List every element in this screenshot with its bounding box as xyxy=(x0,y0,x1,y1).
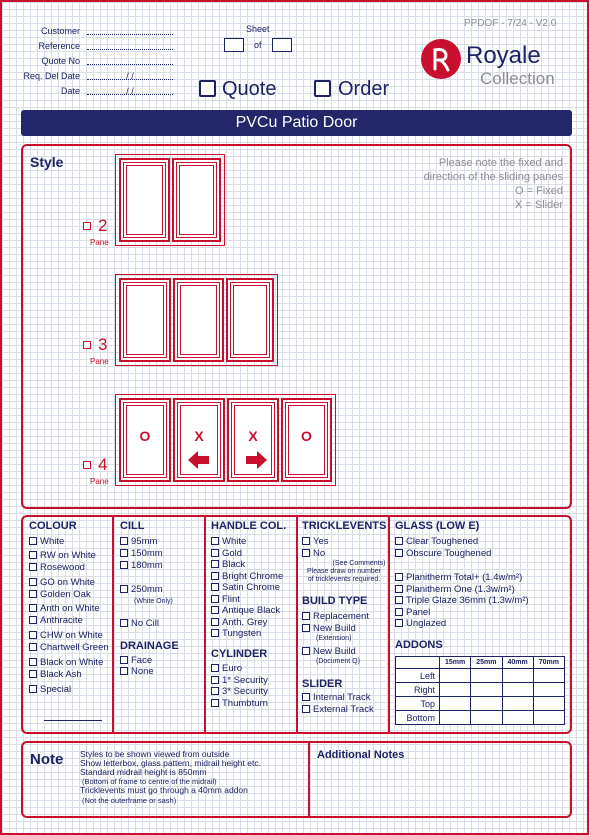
checkbox[interactable] xyxy=(395,608,403,616)
checkbox[interactable] xyxy=(29,670,37,678)
addons-cell[interactable] xyxy=(440,697,471,711)
glass-option-label: Obscure Toughened xyxy=(406,548,492,559)
colour-option-label: Black on White xyxy=(40,657,104,668)
colour-option-label: Golden Oak xyxy=(40,589,91,600)
checkbox[interactable] xyxy=(211,595,219,603)
addons-row xyxy=(396,669,565,683)
glass-option[interactable] xyxy=(395,536,478,547)
header-field-input[interactable]: / / xyxy=(87,71,173,80)
pane[interactable] xyxy=(119,278,171,362)
drainage-option-label: None xyxy=(131,666,154,677)
addons-cell[interactable] xyxy=(440,711,471,725)
handle-option[interactable] xyxy=(211,571,283,582)
build-type-option[interactable] xyxy=(302,611,369,622)
addons-column-header: 25mm xyxy=(471,657,502,669)
checkbox[interactable] xyxy=(211,537,219,545)
handle-option-label: Flint xyxy=(222,593,240,605)
page-title: PVCu Patio Door xyxy=(21,110,572,136)
checkbox[interactable] xyxy=(302,549,310,557)
addons-row-label: Top xyxy=(396,697,440,711)
handle-option[interactable] xyxy=(211,617,267,628)
glass-option-label: Clear Toughened xyxy=(406,536,479,547)
addons-corner-cell xyxy=(396,657,440,669)
option-3-pane-checkbox[interactable] xyxy=(83,341,91,349)
brand-subname: Collection xyxy=(480,69,555,88)
colour-option-label: Anth on White xyxy=(40,603,100,614)
note-line: (Bottom of frame to centre of the midrail) xyxy=(82,777,217,786)
slider-option[interactable] xyxy=(302,692,371,703)
cill-option[interactable] xyxy=(120,536,157,547)
checkbox[interactable] xyxy=(120,561,128,569)
cylinder-option-label: Euro xyxy=(222,663,243,674)
checkbox[interactable] xyxy=(29,590,37,598)
pane[interactable] xyxy=(172,158,221,242)
glass-option[interactable] xyxy=(395,595,529,606)
handle-option[interactable] xyxy=(211,628,261,639)
cill-option-label: 250mm xyxy=(131,584,163,595)
note-line: Show letterbox, glass pattern, midrail height etc. xyxy=(80,758,261,768)
pane[interactable] xyxy=(173,278,224,362)
addons-cell[interactable] xyxy=(533,711,564,725)
addons-header-row xyxy=(396,657,565,669)
checkbox[interactable] xyxy=(302,624,310,632)
build-type-option-label: New Build xyxy=(313,646,356,657)
colour-option-label: RW on White xyxy=(40,550,96,561)
special-colour-line[interactable] xyxy=(44,720,102,721)
colour-option-label: Black Ash xyxy=(40,669,82,680)
addons-cell[interactable] xyxy=(471,683,502,697)
header-field-label: Req. Del Date xyxy=(23,71,80,81)
header-field-input[interactable] xyxy=(87,56,173,65)
option-sub: Pane xyxy=(90,357,109,366)
handle-heading: HANDLE COL. xyxy=(211,520,287,532)
handle-option-label: Antique Black xyxy=(222,605,281,616)
checkbox[interactable] xyxy=(29,616,37,624)
handle-option[interactable] xyxy=(211,559,245,570)
tricklevents-option[interactable] xyxy=(302,548,325,559)
addons-cell[interactable] xyxy=(502,697,533,711)
cill-option[interactable] xyxy=(120,560,163,571)
checkbox[interactable] xyxy=(302,705,310,713)
checkbox[interactable] xyxy=(211,549,219,557)
option-sub: Pane xyxy=(90,477,109,486)
handle-option-label: Tungsten xyxy=(222,628,262,639)
note-line: Standard midrail height is 850mm xyxy=(80,767,207,777)
header-field-label: Customer xyxy=(40,26,80,36)
note-line: of tricklevents required. xyxy=(307,576,381,583)
sheet-total-box[interactable] xyxy=(272,38,292,52)
addons-cell[interactable] xyxy=(440,683,471,697)
option-2-pane-checkbox[interactable] xyxy=(83,222,91,230)
checkbox[interactable] xyxy=(302,693,310,701)
option-number: 2 xyxy=(98,216,108,235)
style-note xyxy=(362,156,563,212)
arrow-left-icon xyxy=(188,451,210,469)
style-heading: Style xyxy=(30,154,64,170)
addons-column-header: 70mm xyxy=(533,657,564,669)
handle-option[interactable] xyxy=(211,548,242,559)
note-line: Styles to be shown viewed from outside xyxy=(80,749,230,759)
build-type-option[interactable] xyxy=(302,646,356,657)
option-4-pane-checkbox[interactable] xyxy=(83,461,91,469)
style-note-line: Please note the fixed and xyxy=(438,157,563,169)
checkbox[interactable] xyxy=(29,643,37,651)
build-type-heading: BUILD TYPE xyxy=(302,595,368,607)
addons-row xyxy=(396,711,565,725)
cylinder-option-label: 3* Security xyxy=(222,686,268,697)
style-note-line: X = Slider xyxy=(515,199,563,211)
checkbox[interactable] xyxy=(395,596,403,604)
slider-option-label: External Track xyxy=(313,704,374,715)
build-type-option-sub: (Document Q) xyxy=(316,658,360,665)
colour-option[interactable] xyxy=(29,577,95,588)
checkbox[interactable] xyxy=(395,573,403,581)
glass-heading: GLASS (LOW E) xyxy=(395,520,480,532)
handle-option-label: Black xyxy=(222,559,246,570)
drainage-heading: DRAINAGE xyxy=(120,640,179,652)
header-field-input[interactable]: / / xyxy=(87,86,173,95)
divider xyxy=(388,516,390,733)
cylinder-heading: CYLINDER xyxy=(211,648,268,660)
handle-option-label: Anth. Grey xyxy=(222,616,268,628)
colour-option[interactable] xyxy=(29,589,91,600)
checkbox[interactable] xyxy=(29,631,37,639)
glass-option-label: Planitherm One (1.3w/m²) xyxy=(406,583,515,595)
addons-row xyxy=(396,683,565,697)
header-field-input[interactable] xyxy=(87,41,173,50)
addons-row-label: Left xyxy=(396,669,440,683)
build-type-option-label: Replacement xyxy=(313,611,369,622)
checkbox[interactable] xyxy=(211,687,219,695)
glass-option-label: Panel xyxy=(406,606,431,618)
colour-heading: COLOUR xyxy=(29,520,77,532)
tricklevents-option[interactable] xyxy=(302,536,329,547)
header-field-label: Reference xyxy=(38,41,80,51)
colour-option-label: White xyxy=(40,536,65,547)
glass-option[interactable] xyxy=(395,618,446,629)
divider xyxy=(296,516,298,733)
colour-option[interactable] xyxy=(29,630,103,641)
pane-mark-slider: X xyxy=(194,428,204,444)
checkbox[interactable] xyxy=(211,572,219,580)
glass-option[interactable] xyxy=(395,607,430,618)
colour-option[interactable] xyxy=(29,562,85,573)
checkbox[interactable] xyxy=(120,619,128,627)
note-heading: Note xyxy=(30,751,64,768)
glass-option-label: Unglazed xyxy=(406,618,447,629)
sheet-label: Sheet xyxy=(246,24,270,34)
arrow-right-icon xyxy=(245,451,267,469)
of-label: of xyxy=(254,40,262,50)
addons-cell[interactable] xyxy=(440,669,471,683)
glass-option[interactable] xyxy=(395,548,491,559)
checkbox[interactable] xyxy=(395,619,403,627)
checkbox[interactable] xyxy=(211,618,219,626)
build-type-option[interactable] xyxy=(302,623,356,634)
drainage-option[interactable] xyxy=(120,666,154,677)
build-type-option-sub: (Extension) xyxy=(316,635,352,642)
glass-option[interactable] xyxy=(395,572,522,583)
checkbox[interactable] xyxy=(29,658,37,666)
addons-cell[interactable] xyxy=(471,669,502,683)
cill-heading: CILL xyxy=(120,520,145,532)
tricklevents-option-label: No xyxy=(313,548,326,559)
header-field-label: Quote No xyxy=(41,56,80,66)
glass-option[interactable] xyxy=(395,584,515,595)
checkbox[interactable] xyxy=(120,656,128,664)
colour-option[interactable] xyxy=(29,642,109,653)
colour-option[interactable] xyxy=(29,669,82,680)
additional-notes-heading: Additional Notes xyxy=(317,749,405,761)
order-label: Order xyxy=(338,78,390,100)
cill-option[interactable] xyxy=(120,548,163,559)
slider-option[interactable] xyxy=(302,704,374,715)
style-note-line: direction of the sliding panes xyxy=(423,171,563,183)
addons-cell[interactable] xyxy=(502,669,533,683)
colour-option-label: Special xyxy=(40,684,72,695)
checkbox[interactable] xyxy=(120,537,128,545)
tricklevents-note xyxy=(302,560,386,584)
colour-option[interactable] xyxy=(29,657,103,668)
cill-note: (White Only) xyxy=(134,598,173,605)
divider xyxy=(112,516,114,733)
cylinder-option[interactable] xyxy=(211,698,268,709)
drainage-option-label: Face xyxy=(131,655,153,666)
addons-cell[interactable] xyxy=(502,711,533,725)
glass-option-label: Planitherm Total+ (1.4w/m²) xyxy=(406,572,523,583)
checkbox[interactable] xyxy=(395,549,403,557)
colour-option-label: Rosewood xyxy=(40,562,85,573)
tricklevents-heading: TRICKLEVENTS xyxy=(302,520,387,532)
checkbox[interactable] xyxy=(211,606,219,614)
checkbox[interactable] xyxy=(120,585,128,593)
checkbox[interactable] xyxy=(120,667,128,675)
order-checkbox[interactable] xyxy=(314,80,331,97)
handle-option-label: White xyxy=(222,536,247,547)
checkbox[interactable] xyxy=(29,537,37,545)
colour-option[interactable] xyxy=(29,550,96,561)
style-note-line: O = Fixed xyxy=(515,185,563,197)
slider-heading: SLIDER xyxy=(302,678,343,690)
cill-option[interactable] xyxy=(120,618,159,629)
cylinder-option[interactable] xyxy=(211,686,268,697)
divider xyxy=(308,742,310,817)
note-line: Please draw on number xyxy=(307,568,381,575)
colour-option[interactable] xyxy=(29,615,83,626)
cill-option-label: 150mm xyxy=(131,548,163,559)
checkbox[interactable] xyxy=(29,578,37,586)
addons-row-label: Bottom xyxy=(396,711,440,725)
pane-mark-slider: X xyxy=(248,428,258,444)
checkbox[interactable] xyxy=(211,664,219,672)
glass-option-label: Triple Glaze 36mm (1.3w/m²) xyxy=(406,595,529,606)
checkbox[interactable] xyxy=(395,537,403,545)
handle-option-label: Satin Chrome xyxy=(222,582,281,593)
addons-cell[interactable] xyxy=(471,711,502,725)
quote-checkbox[interactable] xyxy=(199,80,216,97)
handle-option[interactable] xyxy=(211,582,280,593)
addons-table xyxy=(395,656,565,725)
option-number: 4 xyxy=(98,455,108,474)
checkbox[interactable] xyxy=(211,560,219,568)
checkbox[interactable] xyxy=(302,537,310,545)
handle-option[interactable] xyxy=(211,594,240,605)
checkbox[interactable] xyxy=(29,685,37,693)
handle-option[interactable] xyxy=(211,605,280,616)
cill-option-label: No Cill xyxy=(131,618,159,629)
addons-row xyxy=(396,697,565,711)
pane-mark-fixed: O xyxy=(301,428,312,444)
addons-cell[interactable] xyxy=(502,683,533,697)
brand-name: Royale xyxy=(466,42,541,69)
handle-option[interactable] xyxy=(211,536,246,547)
colour-option[interactable] xyxy=(29,536,64,547)
quote-label: Quote xyxy=(222,78,277,100)
sheet-number-box[interactable] xyxy=(224,38,244,52)
note-line: Tricklevents must go through a 40mm addon xyxy=(80,785,248,795)
divider xyxy=(204,516,206,733)
cill-option-label: 180mm xyxy=(131,560,163,571)
colour-option-label: GO on White xyxy=(40,577,95,588)
checkbox[interactable] xyxy=(395,585,403,593)
cylinder-option-label: Thumbturn xyxy=(222,697,268,709)
checkbox[interactable] xyxy=(302,612,310,620)
tricklevents-option-label: Yes xyxy=(313,536,329,547)
checkbox[interactable] xyxy=(29,563,37,571)
handle-option-label: Bright Chrome xyxy=(222,570,284,582)
addons-cell[interactable] xyxy=(533,697,564,711)
checkbox[interactable] xyxy=(211,676,219,684)
addons-cell[interactable] xyxy=(471,697,502,711)
pane[interactable] xyxy=(119,158,170,242)
note-line: (Not the outerframe or sash) xyxy=(82,796,177,805)
addons-cell[interactable] xyxy=(533,669,564,683)
option-sub: Pane xyxy=(90,238,109,247)
pane-mark-fixed: O xyxy=(139,428,151,444)
checkbox[interactable] xyxy=(302,647,310,655)
cylinder-option[interactable] xyxy=(211,675,268,686)
cylinder-option-label: 1* Security xyxy=(222,674,268,686)
doc-code: PPDOF - 7/24 - V2.0 xyxy=(464,18,557,29)
addons-heading: ADDONS xyxy=(395,639,443,651)
checkbox[interactable] xyxy=(211,583,219,591)
addons-cell[interactable] xyxy=(533,683,564,697)
cylinder-option[interactable] xyxy=(211,663,242,674)
slider-option-label: Internal Track xyxy=(313,692,371,703)
colour-option-label: Chartwell Green xyxy=(40,642,109,653)
colour-option[interactable] xyxy=(29,603,100,614)
cill-option-label: 95mm xyxy=(131,536,158,547)
checkbox[interactable] xyxy=(211,629,219,637)
note-line: (See Comments) xyxy=(332,560,386,567)
royale-logo-icon xyxy=(421,39,461,79)
checkbox[interactable] xyxy=(29,604,37,612)
addons-column-header: 40mm xyxy=(502,657,533,669)
option-number: 3 xyxy=(98,335,108,354)
checkbox[interactable] xyxy=(120,549,128,557)
addons-row-label: Right xyxy=(396,683,440,697)
additional-notes-field[interactable] xyxy=(314,764,566,814)
checkbox[interactable] xyxy=(211,699,219,707)
cill-option[interactable] xyxy=(120,584,163,595)
colour-option[interactable] xyxy=(29,684,71,695)
header-field-label: Date xyxy=(60,86,80,96)
addons-column-header: 15mm xyxy=(440,657,471,669)
handle-option-label: Gold xyxy=(222,547,243,559)
colour-option-label: CHW on White xyxy=(40,630,103,641)
drainage-option[interactable] xyxy=(120,655,152,666)
colour-option-label: Anthracite xyxy=(40,615,83,626)
header-field-input[interactable] xyxy=(87,26,173,35)
checkbox[interactable] xyxy=(29,551,37,559)
pane[interactable] xyxy=(226,278,274,362)
build-type-option-label: New Build xyxy=(313,623,356,634)
